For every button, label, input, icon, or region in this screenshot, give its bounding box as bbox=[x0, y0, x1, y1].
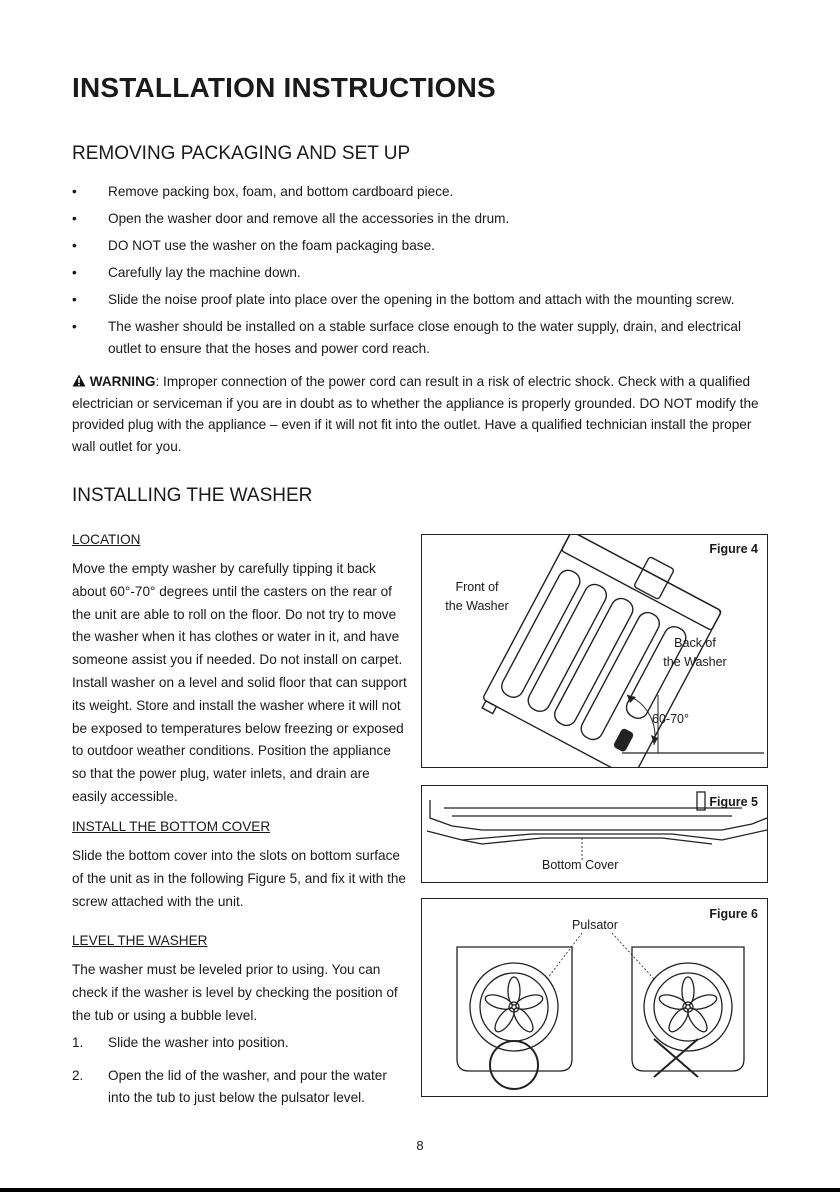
list-item: 1. Slide the washer into position. bbox=[72, 1035, 289, 1050]
warning-triangle-icon bbox=[72, 374, 86, 387]
section-heading-packaging: REMOVING PACKAGING AND SET UP bbox=[72, 143, 411, 164]
footer-divider bbox=[0, 1188, 840, 1192]
figure-6 bbox=[421, 898, 768, 1097]
angle-label: 60-70° bbox=[652, 712, 689, 726]
figure-4-label: Figure 4 bbox=[709, 542, 758, 556]
figure-4 bbox=[421, 534, 768, 768]
warning-text: : Improper connection of the power cord can result in a risk of electric shock. Check with a qualified electrician or serviceman if you are in doubt as to whether the appliance is properly grounded. DO NOT modify the provided plug with the appliance – even if it will not fit into the outlet. Have a qualified technician install the proper wall outlet for you. bbox=[72, 374, 759, 454]
level-heading: LEVEL THE WASHER bbox=[72, 933, 208, 948]
bullet-icon: • bbox=[72, 292, 77, 307]
bottom-cover-paragraph: Slide the bottom cover into the slots on bottom surface of the unit as in the following Figure 5, and fix it with the screw attached with the unit. bbox=[72, 848, 406, 909]
list-item: • Open the washer door and remove all the accessories in the drum. bbox=[72, 205, 772, 232]
figure-5-label: Figure 5 bbox=[709, 795, 758, 809]
location-heading: LOCATION bbox=[72, 532, 141, 547]
warning-label: WARNING bbox=[89, 374, 156, 389]
pulsator-caption: Pulsator bbox=[572, 918, 618, 932]
list-item: • DO NOT use the washer on the foam packaging base. bbox=[72, 232, 772, 259]
bottom-cover-heading: INSTALL THE BOTTOM COVER bbox=[72, 819, 271, 834]
bullet-icon: • bbox=[72, 184, 77, 199]
page-title: INSTALLATION INSTRUCTIONS bbox=[72, 72, 496, 103]
level-paragraph: The washer must be leveled prior to using. You can check if the washer is level by checking the position of the tub or using a bubble level. bbox=[72, 962, 398, 1023]
level-steps bbox=[72, 1032, 407, 1120]
bullet-icon: • bbox=[72, 265, 77, 280]
list-item: • Slide the noise proof plate into place over the opening in the bottom and attach with the mounting screw. bbox=[72, 286, 772, 313]
bullet-icon: • bbox=[72, 238, 77, 253]
figure-5 bbox=[421, 785, 768, 883]
back-of-washer-label: Back of the Washer bbox=[663, 636, 727, 669]
warning-paragraph bbox=[72, 371, 772, 457]
figure-6-label: Figure 6 bbox=[709, 907, 758, 921]
packaging-list bbox=[72, 178, 772, 362]
list-item: • Remove packing box, foam, and bottom cardboard piece. bbox=[72, 178, 772, 205]
section-heading-installing: INSTALLING THE WASHER bbox=[72, 485, 313, 506]
location-paragraph: Move the empty washer by carefully tipping it back about 60°-70° degrees until the casters on the rear of the unit are able to roll on the floor. Do not try to move the washer when it has clothes or water in it, and have someone assist you if needed. Do not install on carpet. Install washer on a level and solid floor that can support its weight. Store and install the washer where it will not be exposed to temperatures below freezing or exposed to outdoor weather conditions. Position the appliance so that the power plug, water inlets, and drain are easily accessible. bbox=[72, 561, 407, 804]
page-number: 8 bbox=[416, 1138, 424, 1153]
list-item: • Carefully lay the machine down. bbox=[72, 259, 772, 286]
bottom-cover-caption: Bottom Cover bbox=[542, 858, 619, 872]
list-item: 2. Open the lid of the washer, and pour the water into the tub to just below the pulsator level. bbox=[72, 1067, 387, 1105]
front-of-washer-label: Front of the Washer bbox=[445, 580, 509, 613]
list-item: • The washer should be installed on a stable surface close enough to the water supply, drain, and electrical outlet to ensure that the hoses and power cord reach. bbox=[72, 313, 772, 362]
bullet-icon: • bbox=[72, 319, 77, 334]
bullet-icon: • bbox=[72, 211, 77, 226]
